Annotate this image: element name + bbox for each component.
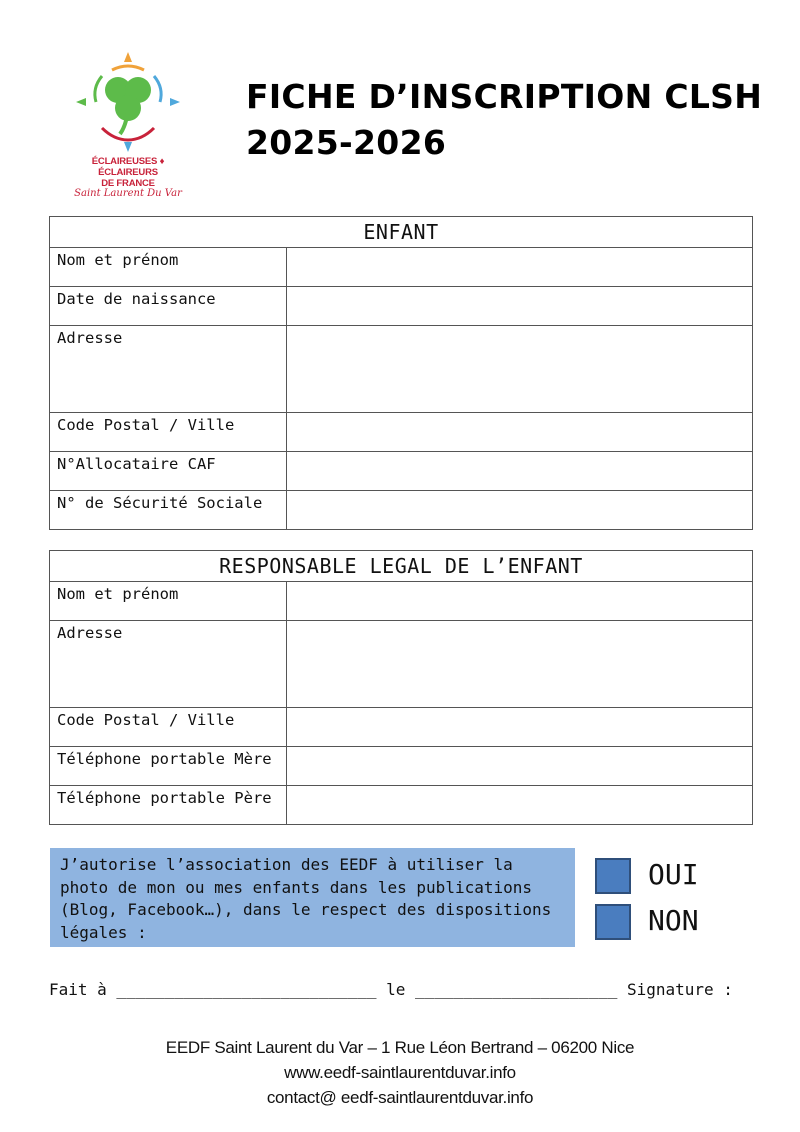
- table-row: [50, 747, 753, 786]
- photo-consent-text: J’autorise l’association des EEDF à utiliser la photo de mon ou mes enfants dans les publications (Blog, Facebook…), dans le respect des dispositions légales :: [50, 848, 575, 947]
- field-label: Nom et prénom: [50, 582, 287, 621]
- field-label: Adresse: [50, 621, 287, 708]
- non-label: NON: [648, 904, 699, 937]
- logo-org-name: ÉCLAIREUSES ♦ ÉCLAIREURS DE FRANCE: [91, 156, 165, 189]
- compass-clover-icon: [62, 48, 194, 156]
- guardian-table: [49, 550, 753, 825]
- child-postcode-field[interactable]: [287, 413, 753, 452]
- child-section-heading: ENFANT: [50, 217, 753, 248]
- field-label: Nom et prénom: [50, 248, 287, 287]
- field-label: N° de Sécurité Sociale: [50, 491, 287, 530]
- father-phone-field[interactable]: [287, 786, 753, 825]
- mother-phone-field[interactable]: [287, 747, 753, 786]
- logo: [62, 48, 194, 200]
- page-title: FICHE D’INSCRIPTION CLSH 2025-2026: [246, 77, 763, 162]
- guardian-postcode-field[interactable]: [287, 708, 753, 747]
- table-row: [50, 413, 753, 452]
- oui-checkbox[interactable]: [595, 858, 631, 894]
- signature-line: Fait à ___________________________ le _____________________ Signature :: [49, 980, 733, 999]
- footer-email: contact@ eedf-saintlaurentduvar.info: [266, 1088, 534, 1107]
- field-label: Code Postal / Ville: [50, 708, 287, 747]
- field-label: Téléphone portable Mère: [50, 747, 287, 786]
- table-row: [50, 491, 753, 530]
- field-label: N°Allocataire CAF: [50, 452, 287, 491]
- logo-location: Saint Laurent Du Var: [74, 188, 182, 199]
- child-caf-field[interactable]: [287, 452, 753, 491]
- guardian-section-heading: RESPONSABLE LEGAL DE L’ENFANT: [50, 551, 753, 582]
- field-label: Date de naissance: [50, 287, 287, 326]
- field-label: Code Postal / Ville: [50, 413, 287, 452]
- footer-website: www.eedf-saintlaurentduvar.info: [284, 1063, 516, 1082]
- oui-label: OUI: [648, 858, 699, 891]
- table-row: [50, 326, 753, 413]
- child-address-field[interactable]: [287, 326, 753, 413]
- field-label: Téléphone portable Père: [50, 786, 287, 825]
- child-social-security-field[interactable]: [287, 491, 753, 530]
- child-name-field[interactable]: [287, 248, 753, 287]
- footer-address: EEDF Saint Laurent du Var – 1 Rue Léon Bertrand – 06200 Nice: [165, 1038, 635, 1057]
- child-table: [49, 216, 753, 530]
- table-row: [50, 708, 753, 747]
- table-row: [50, 287, 753, 326]
- table-row: [50, 248, 753, 287]
- table-row: [50, 452, 753, 491]
- child-birthdate-field[interactable]: [287, 287, 753, 326]
- guardian-name-field[interactable]: [287, 582, 753, 621]
- field-label: Adresse: [50, 326, 287, 413]
- table-row: [50, 621, 753, 708]
- table-row: [50, 786, 753, 825]
- guardian-address-field[interactable]: [287, 621, 753, 708]
- non-checkbox[interactable]: [595, 904, 631, 940]
- table-row: [50, 582, 753, 621]
